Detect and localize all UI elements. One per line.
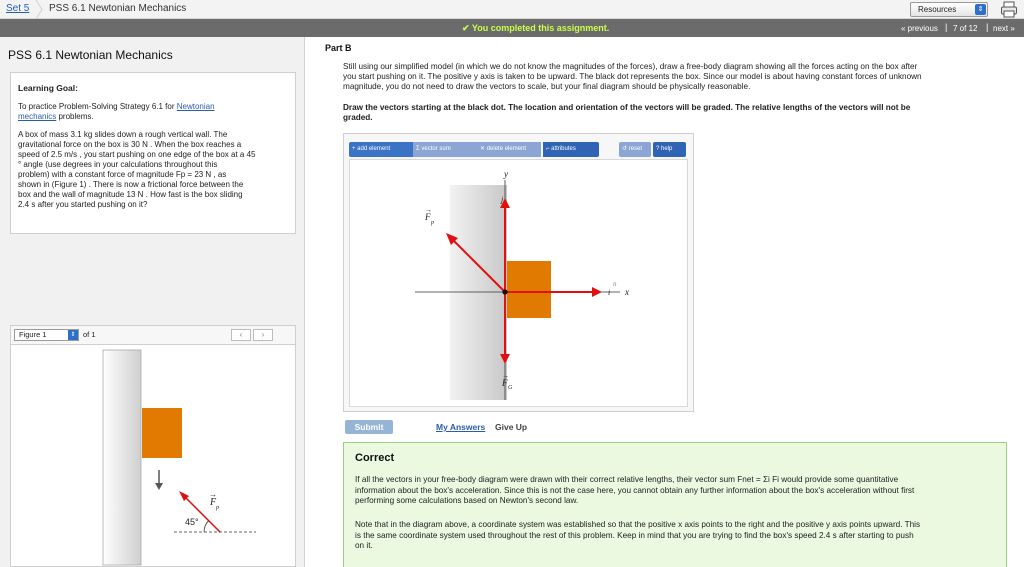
drawing-toolbar <box>349 142 688 157</box>
problem-line: speed of 2.5 m/s , you start pushing on one edge of the box at a 45 <box>18 150 256 159</box>
y-axis-label: y <box>504 169 508 179</box>
fg-subscript: G <box>508 385 513 391</box>
figure-force-vector-arrow-icon: → <box>209 490 217 499</box>
problem-line: ° angle (use degrees in your calculations throughout this <box>18 160 218 169</box>
problem-line: 2.4 s after you started pushing on it? <box>18 200 148 209</box>
problem-line: shown in (Figure 1) . There is now a frictional force between the <box>18 180 244 189</box>
feedback-title: Correct <box>355 452 395 464</box>
left-panel <box>0 37 305 567</box>
page-title: PSS 6.1 Newtonian Mechanics <box>8 48 173 62</box>
page-indicator: 7 of 12 <box>953 24 978 33</box>
give-up-button[interactable]: Give Up <box>495 422 528 432</box>
figure-angle-arc <box>204 521 209 532</box>
instruction-line: you start pushing on it. The positive y axis is taken to be upward. The black dot represents the box. Since our model is about having constant forces of unknown <box>343 72 922 81</box>
feedback-line: information about the box's acceleration. Since this is not the case here, you cannot obtain any further information about the box's acceleration without first <box>355 485 915 495</box>
problem-statement <box>18 130 288 210</box>
previous-link[interactable]: « previous <box>901 24 938 33</box>
feedback-paragraph <box>355 475 995 507</box>
nav-divider: | <box>945 22 948 32</box>
reset-button[interactable]: ↺ reset <box>619 142 651 157</box>
vector-drawing-tool <box>343 133 694 412</box>
problem-line: A box of mass 3.1 kg slides down a rough vertical wall. The <box>18 130 228 139</box>
fp-subscript: p <box>431 220 434 226</box>
figure-header <box>10 325 296 344</box>
breadcrumb-title: PSS 6.1 Newtonian Mechanics <box>49 3 187 14</box>
part-b-instructions <box>343 62 1008 92</box>
figure-select-value: Figure 1 <box>19 330 47 339</box>
learning-goal-heading: Learning Goal: <box>18 83 78 93</box>
figure-panel <box>10 344 296 567</box>
figure-select[interactable] <box>14 329 79 341</box>
figure-next-button[interactable]: › <box>253 329 273 341</box>
completed-message: ✔ You completed this assignment. <box>462 23 610 33</box>
fg-label: F <box>502 378 508 388</box>
breadcrumb-set-link[interactable]: Set 5 <box>6 3 30 14</box>
learning-goal-text <box>18 102 288 122</box>
fp-vector-arrow-icon: → <box>425 207 432 214</box>
fg-vector-arrow-icon: → <box>502 373 509 380</box>
goal-text-suffix: problems. <box>56 112 94 121</box>
submit-button[interactable]: Submit <box>345 420 393 434</box>
learning-goal-box <box>10 72 296 234</box>
nav-divider: | <box>986 22 989 32</box>
figure-force-label: F <box>210 497 217 508</box>
dropdown-arrows-icon: ⇕ <box>975 4 986 15</box>
free-body-diagram <box>350 160 687 406</box>
problem-line: gravitational force on the box is 30 N . When the box reaches a <box>18 140 242 149</box>
breadcrumb-chevron-icon <box>34 0 44 19</box>
attributes-button[interactable]: ⌐ attributes <box>543 142 599 157</box>
resources-label: Resources <box>918 5 957 14</box>
i-unit-label: i <box>608 288 611 297</box>
j-unit-label: j <box>501 195 504 204</box>
drawing-canvas[interactable] <box>349 159 688 407</box>
diagram-box <box>507 261 551 318</box>
mechanics-link[interactable]: mechanics <box>18 112 57 121</box>
feedback-line: performing some calculations based on Newton's second law. <box>355 496 579 505</box>
top-bar <box>0 0 1024 19</box>
vector-sum-button[interactable]: Σ vector sum <box>413 142 477 157</box>
vector-normal-arrowhead <box>592 287 602 297</box>
goal-text-prefix: To practice Problem-Solving Strategy 6.1 for <box>18 102 177 111</box>
newtonian-link[interactable]: Newtonian <box>176 102 215 111</box>
feedback-line: on it. <box>355 541 373 550</box>
feedback-paragraph <box>355 520 995 552</box>
my-answers-link[interactable]: My Answers <box>436 422 486 432</box>
x-axis-label: x <box>625 287 629 297</box>
dropdown-arrows-icon: ⇕ <box>68 330 78 340</box>
figure-1-illustration <box>11 345 297 567</box>
print-icon[interactable] <box>1000 1 1018 18</box>
status-bar <box>0 19 1024 37</box>
figure-force-subscript: p <box>216 505 219 511</box>
resources-dropdown[interactable] <box>910 2 988 17</box>
figure-angle-label: 45° <box>185 517 199 527</box>
help-button[interactable]: ? help <box>653 142 686 157</box>
n-label: n <box>613 280 617 288</box>
part-b-bold-instructions <box>343 103 1008 123</box>
fp-label: F <box>425 212 431 222</box>
add-element-button[interactable]: + add element <box>349 142 413 157</box>
instruction-line: magnitude, you do not need to draw the vectors to scale, but your final diagram should be physically reasonable. <box>343 82 751 91</box>
figure-prev-button[interactable]: ‹ <box>231 329 251 341</box>
correct-feedback-box <box>343 442 1007 567</box>
figure-wall <box>103 350 141 565</box>
problem-line: box and the wall of magnitude 13 N . How fast is the box sliding <box>18 190 243 199</box>
feedback-line: Note that in the diagram above, a coordinate system was established so that the positive x axis points to the right and the positive y axis points upward. This <box>355 520 921 529</box>
figure-count: of 1 <box>83 330 96 339</box>
diagram-wall <box>450 185 507 400</box>
feedback-line: is the same coordinate system used throughout the rest of this problem. Keep in mind that you are trying to find the box's speed 2.4 s after starting to push <box>355 530 914 540</box>
instruction-line: Draw the vectors starting at the black dot. The location and orientation of the vectors will be graded. The relative lengths of the vectors will not be <box>343 103 911 112</box>
delete-element-button[interactable]: ✕ delete element <box>477 142 541 157</box>
figure-down-arrowhead <box>155 483 163 490</box>
next-link[interactable]: next » <box>993 24 1015 33</box>
figure-box <box>142 408 182 458</box>
origin-dot <box>502 289 507 294</box>
part-b-heading: Part B <box>325 43 352 53</box>
problem-line: problem) with a constant force of magnitude Fp = 23 N , as <box>18 170 227 179</box>
instruction-line: Still using our simplified model (in which we do not know the magnitudes of the forces), draw a free-body diagram showing all the forces acting on the box after <box>343 62 918 71</box>
instruction-line: graded. <box>343 113 373 122</box>
feedback-line: If all the vectors in your free-body diagram were drawn with their correct relative lengths, their vector sum Fnet = Σi Fi would provide some quantitative <box>355 475 899 484</box>
